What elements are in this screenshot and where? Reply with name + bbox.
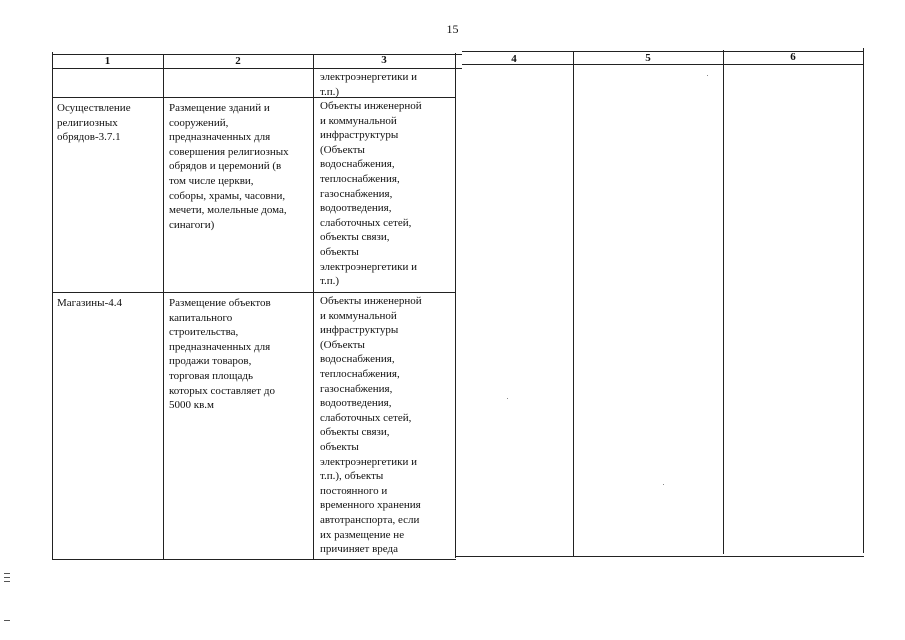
column-header-2: 2 — [235, 55, 241, 67]
row2-name: Магазины-4.4 — [57, 297, 122, 309]
row2-auxiliary: Объекты инженерной и коммунальной инфраструктуры (Объекты водоснабжения, теплоснабжения, газоснабжения, водоотведения, слаботочных сетей, объекты связи, объекты электроэнергетики и т.п.), объекты постоянного и временного хранения автотранспорта, если их размещение не причиняет вреда — [320, 295, 422, 556]
column-header-6: 6 — [790, 51, 796, 63]
column-header-4: 4 — [511, 53, 517, 65]
row1-name: Осуществление религиозных обрядов-3.7.1 — [57, 102, 131, 144]
scan-speck — [507, 398, 508, 399]
scan-speck — [663, 484, 664, 485]
column-header-3: 3 — [381, 54, 387, 66]
row1-description: Размещение зданий и сооружений, предназначенных для совершения религиозных обрядов и церемоний (в том числе церкви, соборы, храмы, часовни, мечети, молельные дома, синагоги) — [169, 102, 289, 231]
row1-auxiliary: Объекты инженерной и коммунальной инфраструктуры (Объекты водоснабжения, теплоснабжения, газоснабжения, водоотведения, слаботочных сетей, объекты связи, объекты электроэнергетики и т.п.) — [320, 100, 422, 288]
column-header-5: 5 — [645, 52, 651, 64]
page-number: 15 — [446, 22, 459, 36]
continuation-cell-col3: электроэнергетики и т.п.) — [320, 71, 417, 98]
column-header-1: 1 — [104, 55, 111, 67]
scan-speck — [707, 75, 708, 76]
row2-description: Размещение объектов капитального строительства, предназначенных для продажи товаров, торговая площадь которых составляет до 5000 кв.м — [169, 297, 275, 412]
